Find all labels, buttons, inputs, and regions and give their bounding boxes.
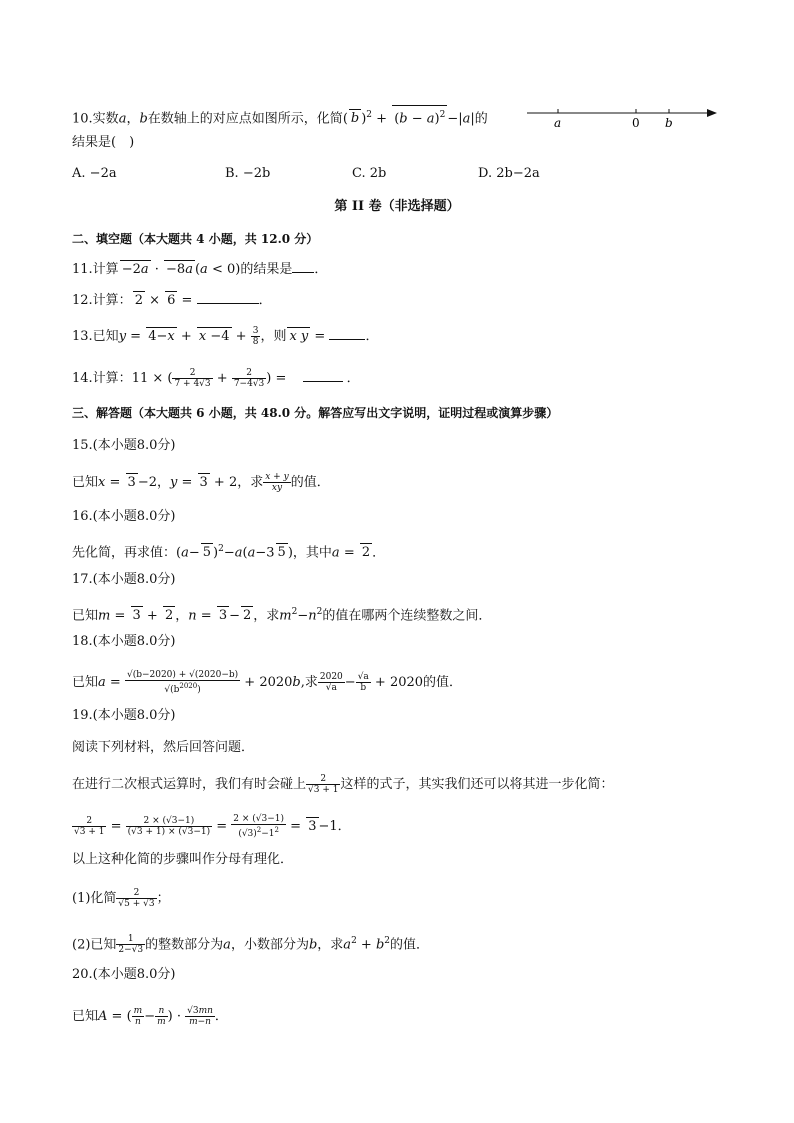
q10-option-d: D. 2b−2a — [478, 166, 540, 181]
fill-header: 二、填空题（本大题共 4 小题，共 12.0 分） — [72, 232, 319, 246]
q16-head: 16.(本小题8.0分) — [72, 509, 176, 524]
q19-line2: $\frac{2}{√3 + 1}$ = $\frac{2 \times (√3-1)}{(√3 + 1) \times (√3-1)}$ = $\frac{2 \times (√3-1)}{(√3)^2-1^2}$ = 3 −1． — [74, 814, 351, 839]
solve-header: 三、解答题（本大题共 6 小题，共 48.0 分。解答应写出文字说明，证明过程或演算步骤） — [72, 406, 559, 420]
q11: 11.计算 −2a · −8a (a < 0)的结果是 ． — [72, 262, 328, 277]
q13: 13.已知y = 4−x + x −4 + $\frac{3}{8}$ ，则 x y = ． — [72, 326, 379, 347]
q14: 14.计算：11 × ( $\frac{2}{7 + 4√3}$ + $\frac{2}{7-4√3}$ ) = ． — [72, 368, 360, 389]
q10-option-a: A. −2a — [72, 166, 117, 181]
q10-option-c: C. 2b — [352, 166, 387, 181]
number-line — [525, 104, 725, 130]
q20-head: 20.(本小题8.0分) — [72, 967, 176, 982]
q12: 12.计算： 2 × 6 = ． — [72, 293, 272, 308]
q18-body: 已知a = $\frac{√(b-2020) + √(2020-b)}{√(b^{2020})}$ + 2020b,求 $\frac{2020}{√a}$ − $\frac{√a}{b}$ + 2020的值． — [72, 670, 463, 695]
q20-body: 已知A = ( $\frac{m}{n}$ − $\frac{n}{m}$ ) · $\frac{√3mn}{m-n}$ ． — [72, 1006, 228, 1027]
q19-head: 19.(本小题8.0分) — [72, 708, 176, 723]
section2-title: 第 II 卷（非选择题） — [334, 199, 460, 214]
q19-line3: 以上这种化简的步骤叫作分母有理化． — [72, 852, 294, 867]
q19-part2: (2)已知 $\frac{1}{2-√3}$ 的整数部分为a，小数部分为b，求$a^2 + b^2$的值． — [72, 934, 430, 956]
q15-body: 已知x = 3 −2，y = 3 + 2，求 $\frac{x + y}{xy}$ 的值． — [72, 472, 330, 493]
q10-line1: 10.实数a，b在数轴上的对应点如图所示，化简( b )$^2 + (b - a)^2 -|a|$的 — [72, 105, 488, 128]
numberline-a: a — [554, 116, 562, 130]
q19-part1: (1)化简 $\frac{2}{√5 + √3}$ ； — [72, 888, 170, 909]
q16-body: 先化简，再求值：(a− 5 )$^2$−a(a−3 5 )，其中a = 2 ． — [72, 544, 386, 561]
q10-line2: 结果是( ) — [72, 135, 135, 150]
numberline-b: b — [665, 116, 673, 130]
q17-body: 已知m = 3 + 2 ，n = 3 − 2 ，求$m^2-n^2$的值在哪两个连续整数之间． — [72, 607, 492, 624]
q19-intro: 阅读下列材料，然后回答问题． — [72, 740, 255, 755]
q19-line1: 在进行二次根式运算时，我们有时会碰上 $\frac{2}{√3 + 1}$ 这样的式子，其实我们还可以将其进一步化简： — [72, 774, 614, 795]
q18-head: 18.(本小题8.0分) — [72, 634, 176, 649]
q15-head: 15.(本小题8.0分) — [72, 438, 176, 453]
q17-head: 17.(本小题8.0分) — [72, 572, 176, 587]
numberline-zero: 0 — [632, 116, 640, 130]
q10-option-b: B. −2b — [225, 166, 271, 181]
